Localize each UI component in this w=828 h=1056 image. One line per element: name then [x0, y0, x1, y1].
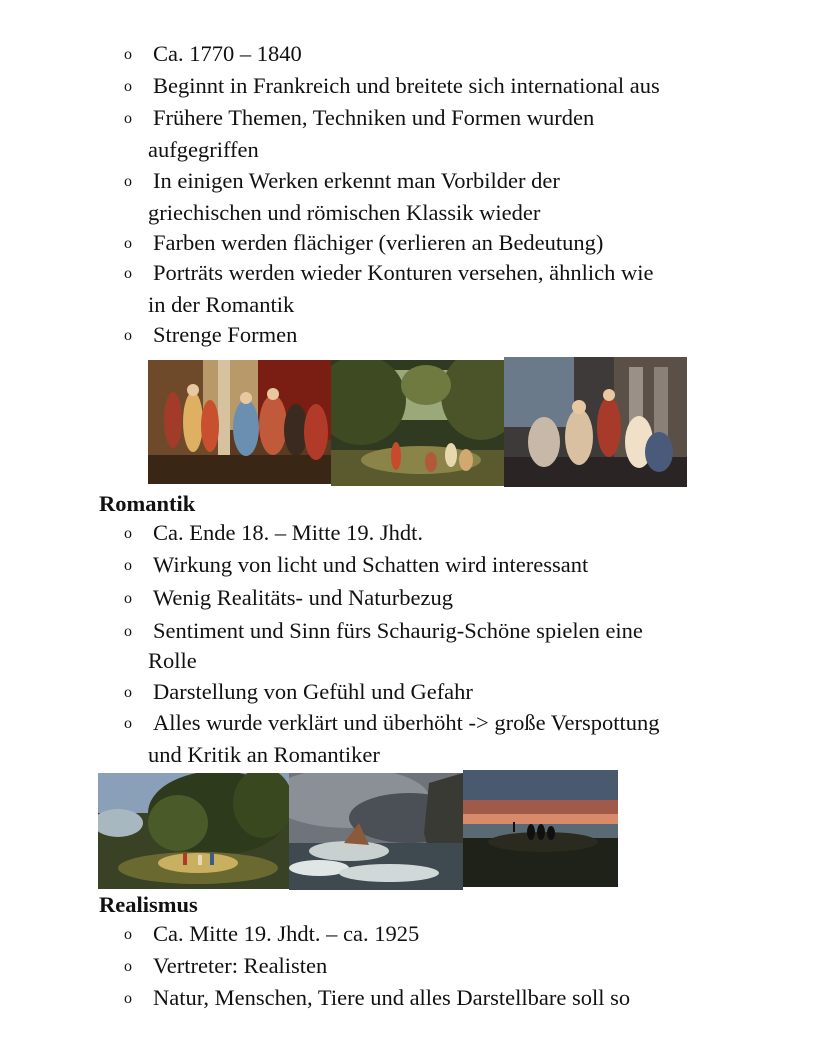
bullet-icon: [124, 951, 138, 981]
bullet-icon: [124, 228, 138, 258]
bullet-icon: [124, 71, 138, 101]
bullet-icon: [124, 677, 138, 707]
painting-classical-interior: [148, 360, 331, 484]
bullet-icon: [124, 983, 138, 1013]
bullet-icon: [124, 258, 138, 288]
bullet-icon: [124, 919, 138, 949]
bullet-icon: [124, 320, 138, 350]
painting-romantic-landscape: [98, 773, 289, 889]
painting-moonrise-over-sea: [463, 770, 618, 887]
bullet-icon: [124, 616, 138, 646]
painting-stormy-sea: [289, 773, 463, 890]
bullet-icon: [124, 708, 138, 738]
painting-garden-party: [331, 360, 506, 486]
bullet-icon: [124, 166, 138, 196]
painting-baroque-scene: [504, 357, 687, 487]
bullet-icon: [124, 518, 138, 548]
bullet-icon: [124, 550, 138, 580]
section-heading-romantik: Romantik: [99, 491, 196, 516]
section-heading-realismus: Realismus: [99, 892, 198, 917]
bullet-icon: [124, 583, 138, 613]
bullet-icon: [124, 103, 138, 133]
bullet-icon: [124, 39, 138, 69]
